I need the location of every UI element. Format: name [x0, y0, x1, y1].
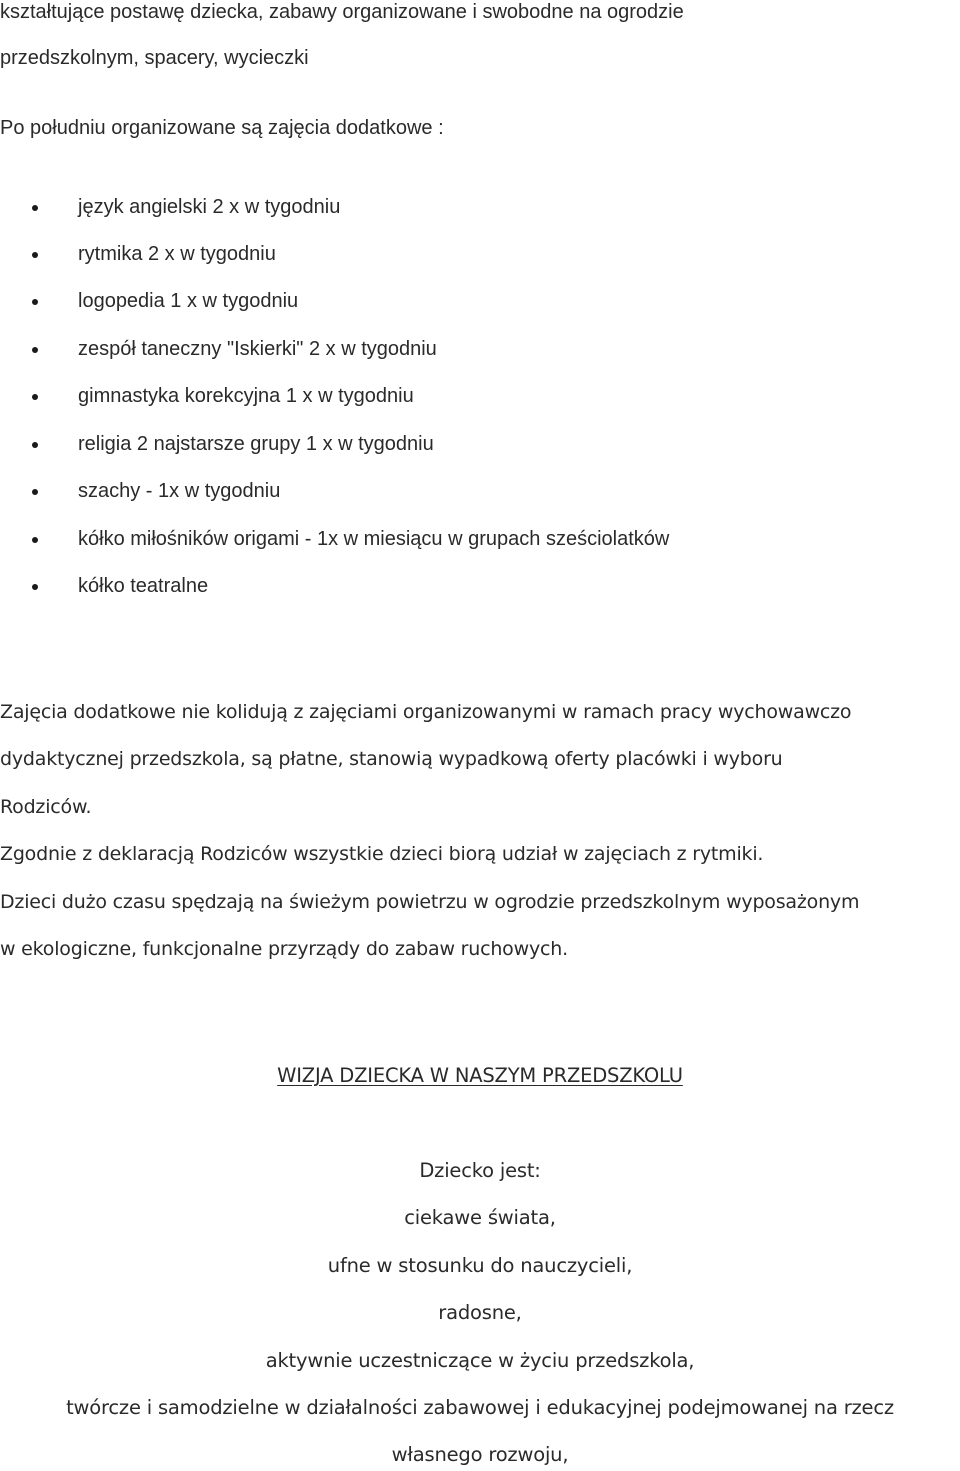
vision-lead: Dziecko jest: — [419, 1159, 541, 1182]
bullet-icon — [32, 252, 38, 258]
bullet-icon — [32, 584, 38, 590]
vision-trait: ciekawe świata, — [404, 1206, 556, 1229]
list-item-label: zespół taneczny "Iskierki" 2 x w tygodniu — [78, 338, 437, 360]
vision-trait: ufne w stosunku do nauczycieli, — [327, 1254, 633, 1277]
bullet-icon — [32, 537, 38, 543]
vision-trait: aktywnie uczestniczące w życiu przedszkola, — [265, 1349, 695, 1372]
paragraph-line: dydaktycznej przedszkola, są płatne, stanowią wypadkową oferty placówki i wyboru — [0, 748, 783, 770]
paragraph-line: w ekologiczne, funkcjonalne przyrządy do zabaw ruchowych. — [0, 938, 568, 960]
paragraph-line: Zgodnie z deklaracją Rodziców wszystkie dzieci biorą udział w zajęciach z rytmiki. — [0, 843, 764, 865]
vision-trait: radosne, — [438, 1301, 522, 1324]
list-item-label: szachy - 1x w tygodniu — [78, 480, 281, 502]
paragraph-line: Zajęcia dodatkowe nie kolidują z zajęciami organizowanymi w ramach pracy wychowawczo — [0, 701, 852, 723]
vision-heading: WIZJA DZIECKA W NASZYM PRZEDSZKOLU — [277, 1064, 683, 1087]
bullet-icon — [32, 205, 38, 211]
paragraph-line: Rodziców. — [0, 796, 92, 818]
bullet-icon — [32, 347, 38, 353]
bullet-icon — [32, 299, 38, 305]
list-item-label: logopedia 1 x w tygodniu — [78, 290, 299, 312]
intro-line-1: kształtujące postawę dziecka, zabawy organizowane i swobodne na ogrodzie — [0, 1, 684, 23]
list-item-label: gimnastyka korekcyjna 1 x w tygodniu — [78, 385, 414, 407]
paragraph-line: Dzieci dużo czasu spędzają na świeżym powietrzu w ogrodzie przedszkolnym wyposażonym — [0, 891, 860, 913]
bullet-icon — [32, 489, 38, 495]
bullet-icon — [32, 394, 38, 400]
list-item-label: religia 2 najstarsze grupy 1 x w tygodniu — [78, 433, 434, 455]
vision-trait: własnego rozwoju, — [391, 1443, 569, 1466]
intro-line-3: Po południu organizowane są zajęcia dodatkowe : — [0, 117, 444, 139]
list-item-label: język angielski 2 x w tygodniu — [78, 196, 341, 218]
bullet-icon — [32, 442, 38, 448]
section-heading — [0, 1062, 960, 1090]
intro-line-2: przedszkolnym, spacery, wycieczki — [0, 47, 309, 69]
vision-trait: twórcze i samodzielne w działalności zabawowej i edukacyjnej podejmowanej na rzecz — [66, 1396, 894, 1419]
list-item-label: kółko miłośników origami - 1x w miesiącu w grupach sześciolatków — [78, 528, 670, 550]
list-item-label: kółko teatralne — [78, 575, 209, 597]
list-item-label: rytmika 2 x w tygodniu — [78, 243, 276, 265]
